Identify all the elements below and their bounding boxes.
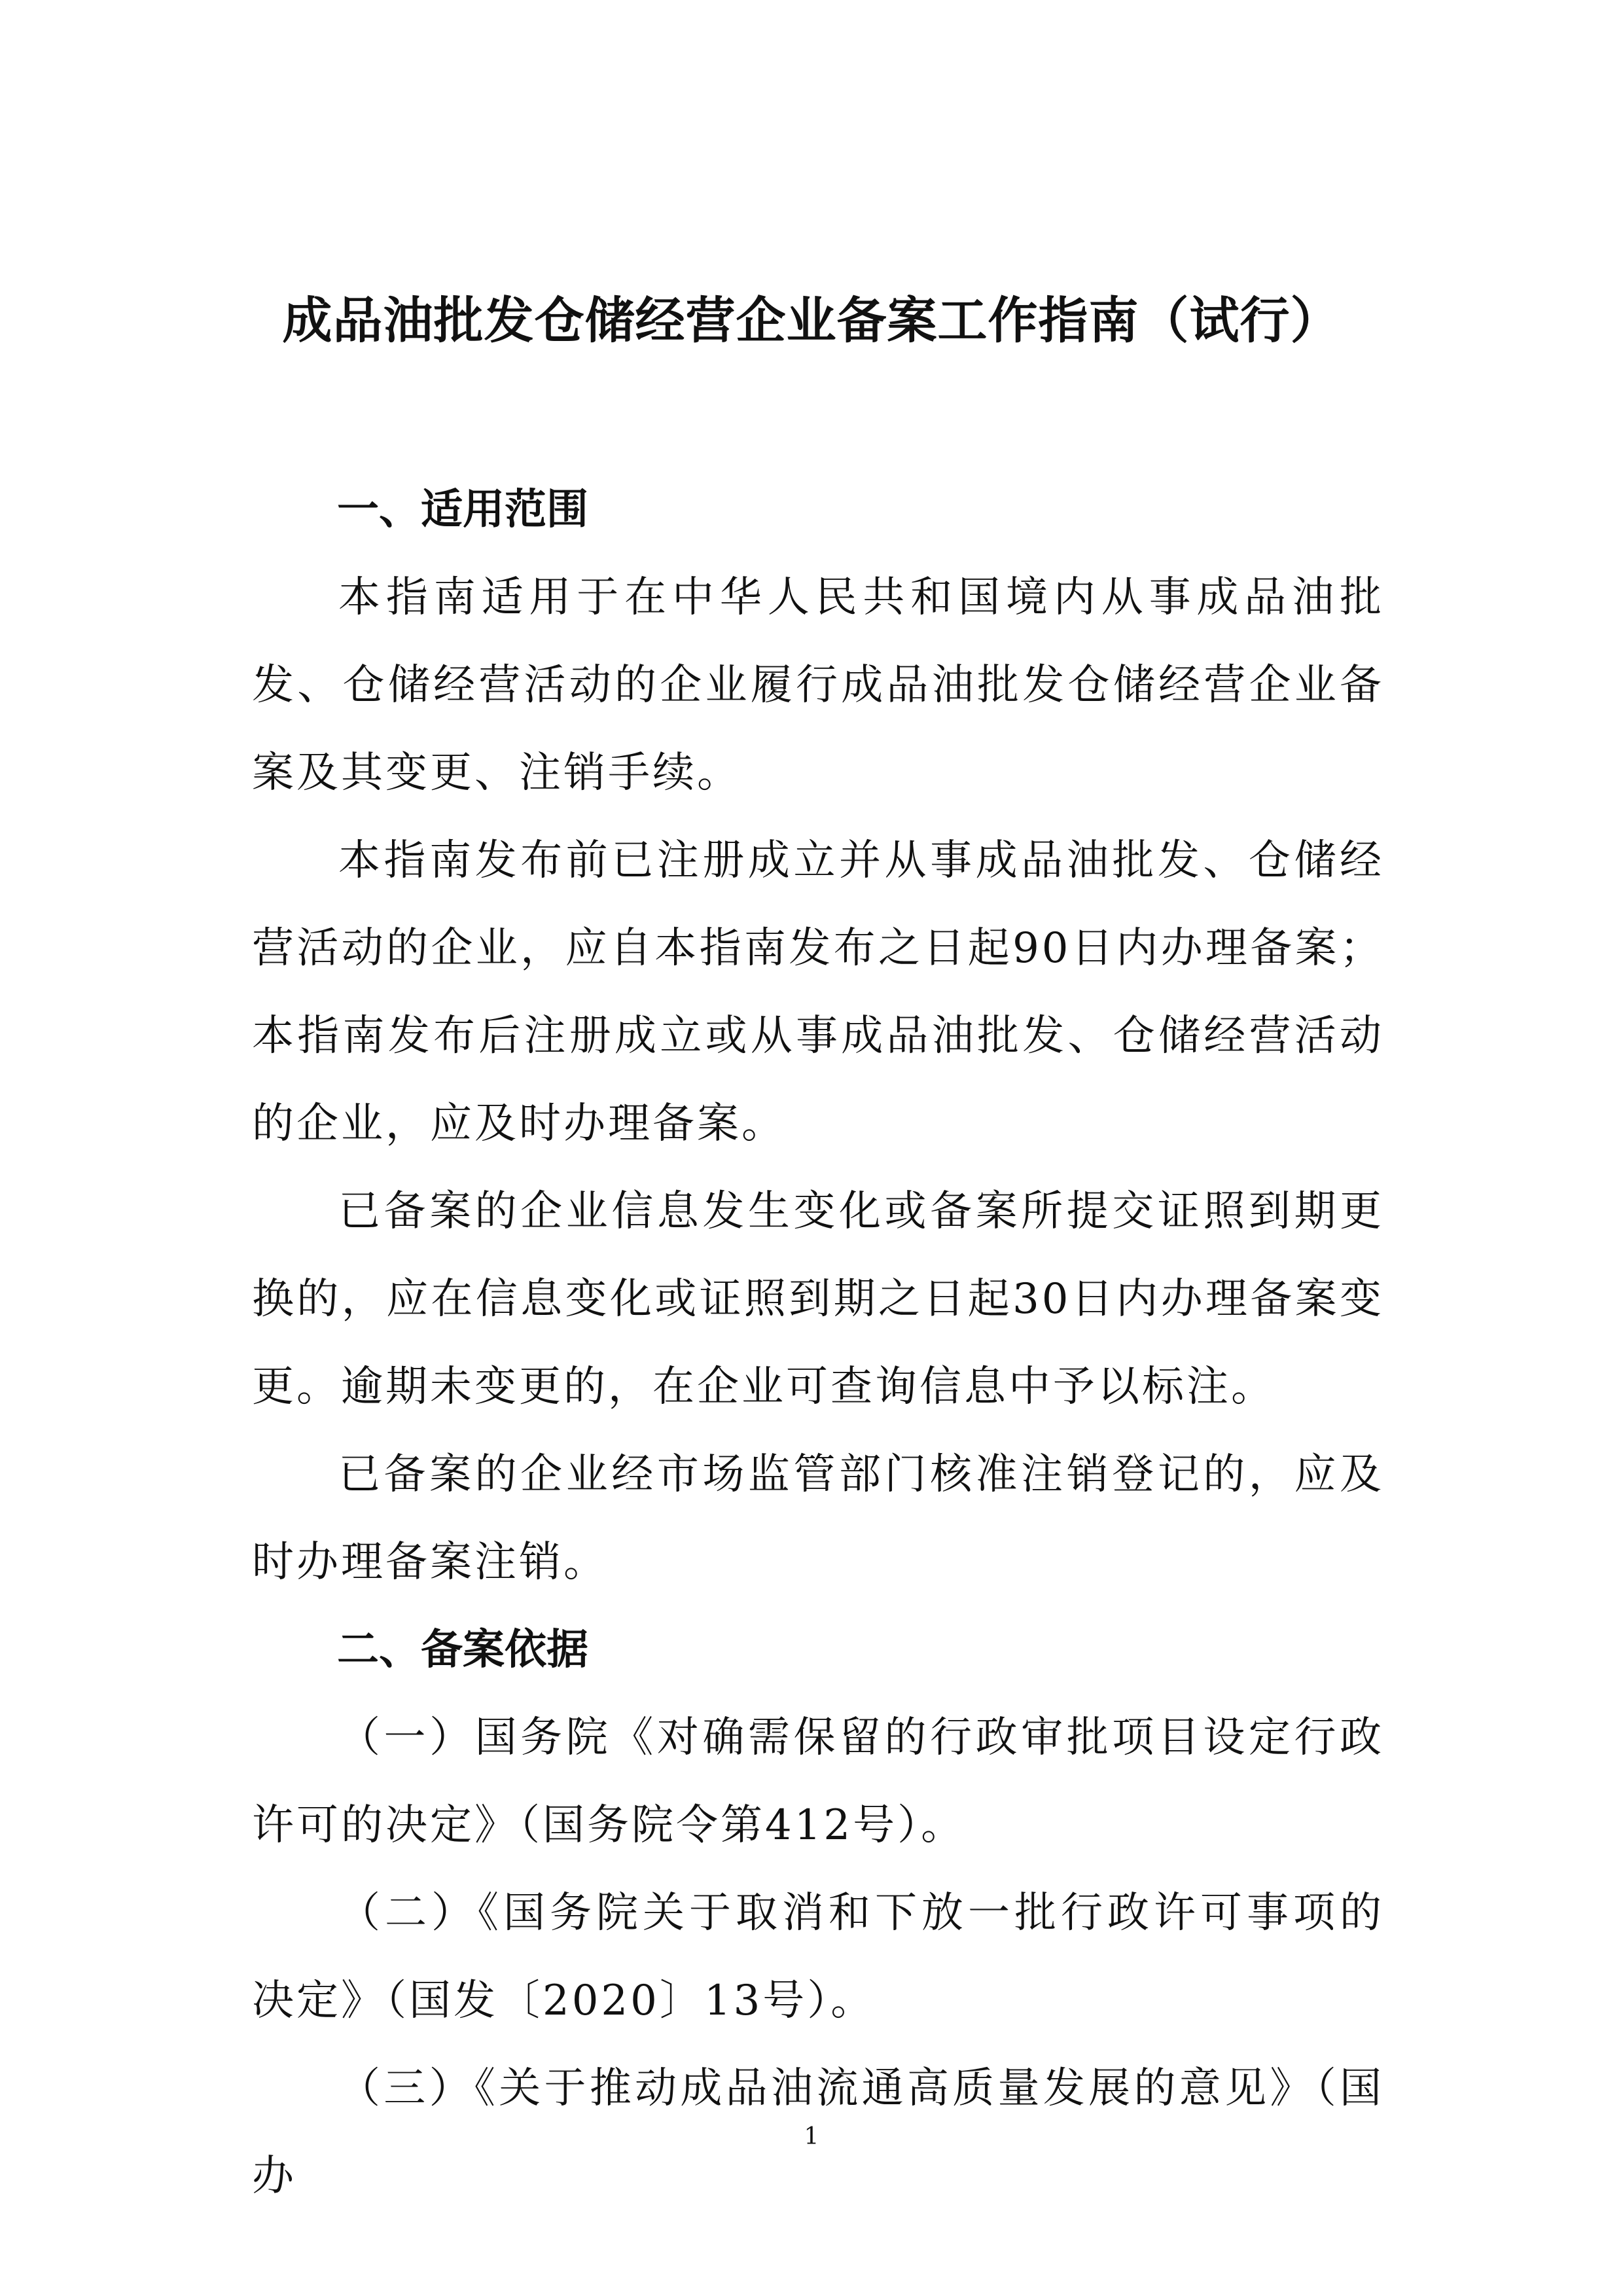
paragraph: （三）《关于推动成品油流通高质量发展的意见》（国办 [252, 2064, 1384, 2200]
paragraph: （一）国务院《对确需保留的行政审批项目设定行政许可的决定》（国务院令第412号）。 [252, 1713, 1384, 1850]
page-number: 1 [804, 2123, 819, 2150]
paragraph: 已备案的企业经市场监管部门核准注销登记的，应及时办理备案注销。 [252, 1450, 1384, 1587]
document-title: 成品油批发仓储经营企业备案工作指南（试行） [282, 291, 1341, 350]
section-heading-scope: 一、适用范围 [337, 486, 588, 534]
section-heading-basis: 二、备案依据 [337, 1626, 588, 1674]
document-body [252, 466, 1384, 2220]
paragraph: 已备案的企业信息发生变化或备案所提交证照到期更换的，应在信息变化或证照到期之日起30日内办理备案变更。逾期未变更的，在企业可查询信息中予以标注。 [252, 1187, 1384, 1411]
paragraph: 本指南适用于在中华人民共和国境内从事成品油批发、仓储经营活动的企业履行成品油批发仓储经营企业备案及其变更、注销手续。 [252, 573, 1384, 797]
paragraph: 本指南发布前已注册成立并从事成品油批发、仓储经营活动的企业，应自本指南发布之日起90日内办理备案；本指南发布后注册成立或从事成品油批发、仓储经营活动的企业，应及时办理备案。 [252, 836, 1384, 1148]
paragraph: （二）《国务院关于取消和下放一批行政许可事项的决定》（国发〔2020〕13号）。 [252, 1889, 1384, 2025]
